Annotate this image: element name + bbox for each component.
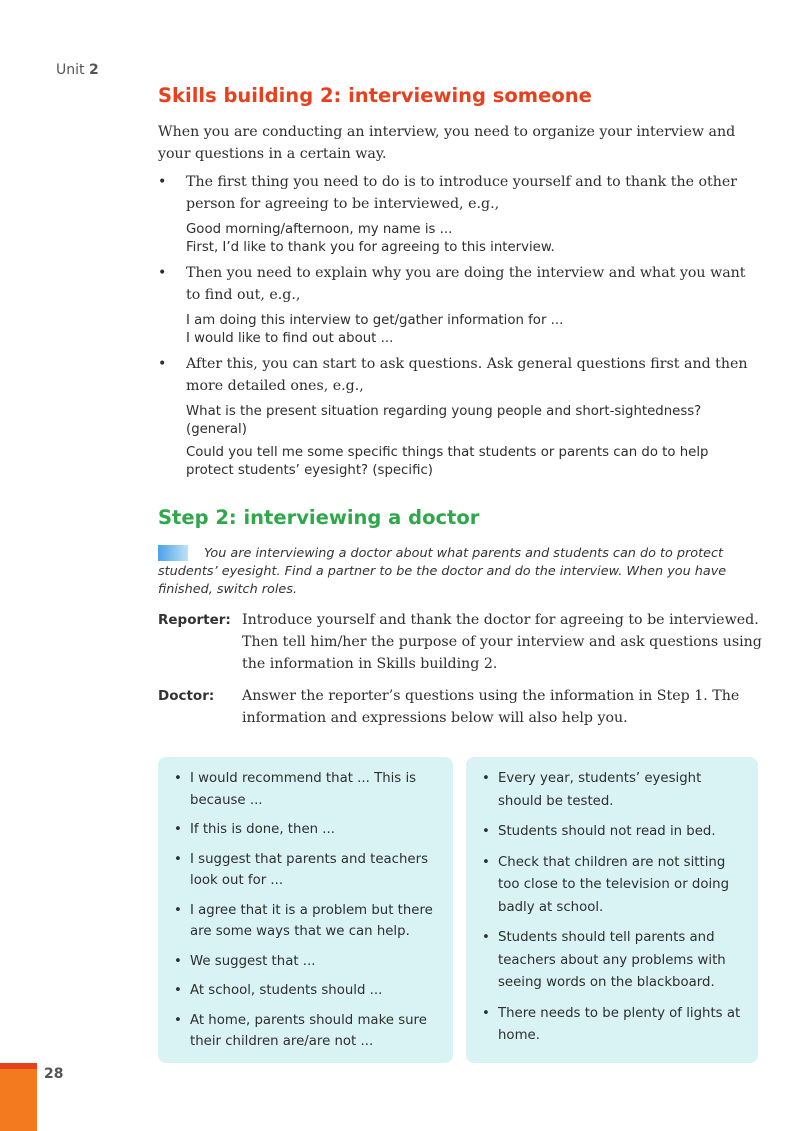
footer-color-bar [0, 1063, 37, 1131]
list-item: • At home, parents should make sure their children are/are not ... [166, 1010, 439, 1053]
unit-number: 2 [88, 62, 99, 78]
list-item: • At school, students should ... [166, 980, 439, 1002]
list-item: • Check that children are not sitting too close to the television or doing badly at school. [474, 852, 746, 920]
list-item: • If this is done, then ... [166, 819, 439, 841]
list-item: • I would recommend that ... This is because ... [166, 768, 439, 811]
skills-bullet: • Then you need to explain why you are doing the interview and what you want to find out, e.g., I am doing this interview to get/gather information for ... I would like to find out about ... [158, 262, 758, 348]
list-item: • Every year, students’ eyesight should be tested. [474, 768, 746, 813]
expressions-box-left [158, 757, 453, 1063]
list-item: • Students should tell parents and teachers about any problems with seeing words on the blackboard. [474, 927, 746, 995]
list-item: • I agree that it is a problem but there are some ways that we can help. [166, 900, 439, 943]
list-item: • Students should not read in bed. [474, 821, 746, 844]
role-reporter: Reporter: Introduce yourself and thank the doctor for agreeing to be interviewed. Then tell him/her the purpose of your interview and ask questions using the information in Skills building 2. [158, 612, 762, 672]
bullet-icon: • [158, 174, 167, 190]
skills-title: Skills building 2: interviewing someone [158, 84, 592, 107]
role-doctor: Doctor: Answer the reporter’s questions using the information in Step 1. The information and expressions below will also help you. [158, 688, 740, 726]
example-block: Good morning/afternoon, my name is ... First, I’d like to thank you for agreeing to this interview. [186, 222, 555, 255]
skills-intro: When you are conducting an interview, you need to organize your interview and your questions in a certain way. [158, 124, 736, 162]
page-number: 28 [44, 1066, 64, 1082]
task-instructions: You are interviewing a doctor about what parents and students can do to protect students’ eyesight. Find a partner to be the doctor and do the interview. When you have finished, switch roles. [158, 546, 727, 597]
list-item: • There needs to be plenty of lights at home. [474, 1003, 746, 1048]
step-title: Step 2: interviewing a doctor [158, 506, 480, 529]
unit-label: Unit 2 [56, 62, 99, 78]
expressions-box-right [466, 757, 758, 1063]
example-block: What is the present situation regarding young people and short-sightedness? (general) Could you tell me some specific things that students or parents can do to help protect students’ eyesight? (specific) [186, 404, 709, 478]
list-item: • We suggest that ... [166, 951, 439, 973]
list-item: • I suggest that parents and teachers look out for ... [166, 849, 439, 892]
task-marker-icon [158, 545, 188, 561]
skills-bullet: • After this, you can start to ask questions. Ask general questions first and then more detailed ones, e.g., What is the present situation regarding young people and short-sightedness? (general) Could you tell me some specific things that students or parents can do to help protect students’ eyesight? (specific) [158, 353, 758, 480]
skills-bullet: • The first thing you need to do is to introduce yourself and to thank the other person for agreeing to be interviewed, e.g., Good morning/afternoon, my name is ... First, I’d like to thank you for agreeing to this interview. [158, 171, 758, 257]
bullet-icon: • [158, 265, 167, 281]
example-block: I am doing this interview to get/gather information for ... I would like to find out about ... [186, 313, 564, 346]
bullet-icon: • [158, 356, 167, 372]
